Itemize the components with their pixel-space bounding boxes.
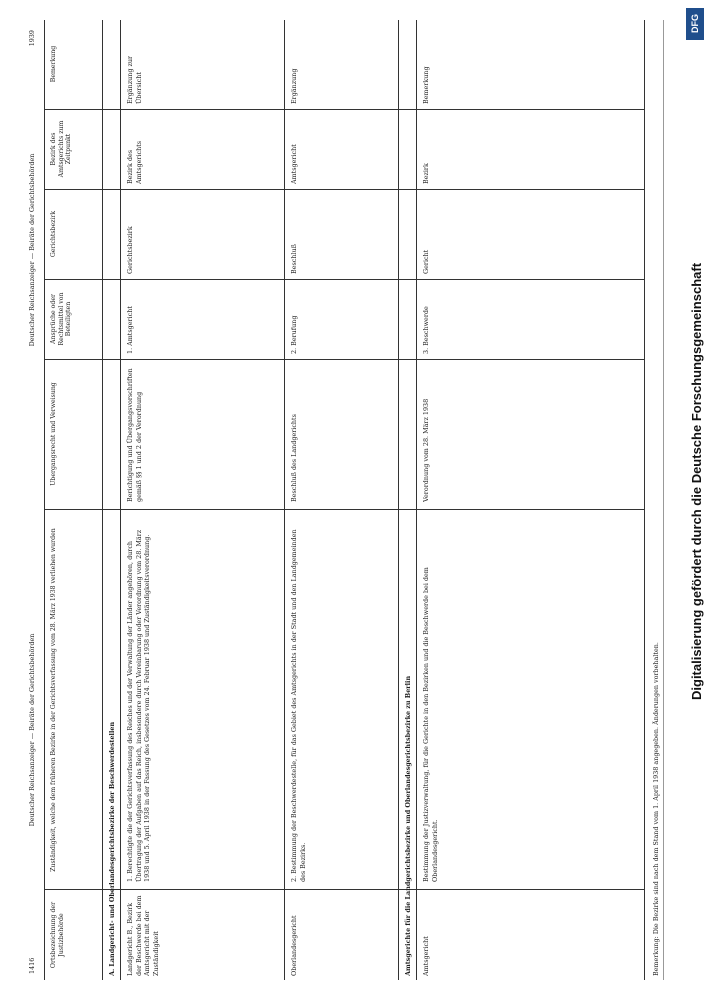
row-2-col5: Beschluß [290,244,298,274]
column-rule [44,889,644,890]
row-1-col6: Bezirk des Amtsgerichts [126,140,143,184]
header-col5: Gerichtsbezirk [50,210,57,258]
row-3-col1: Amtsgericht [422,936,430,976]
section-heading: A. Landgericht- und Oberlandesgerichtsbezirke der Beschwerdestellen [108,721,116,976]
row-1-col2: 1. Berechtigte die der Gerichtsverfassung des Reiches und der Verwaltung der Länder angehören, durch Übertragung der Aufgaben auf das Reich, insbesondere durch Vereinbarung oder Verordnung vom 28. März 1938 und 5. April 1938 in der Fassung des Gesetzes vom 24. Februar 1938 und Zuständigkeitsverordnung. [126,529,152,882]
row-2-col3: Beschluß des Landgerichts [290,414,298,502]
section-heading: Amtsgerichte für die Landgerichtsbezirke und Oberlandesgerichtsbezirke zu Berlin [404,675,412,976]
row-1-col7: Ergänzung zur Übersicht [126,56,143,104]
column-rule [44,189,644,190]
column-rule [44,109,644,110]
page-edge-line [663,20,664,980]
row-1-col1: Landgericht B., Bezirk der Beschwerde bei dem Amtsgericht mit der Zuständigkeit [126,895,160,976]
header-col3: Übergangsrecht und Verweisung [50,382,57,486]
row-1-col4: 1. Amtsgericht [126,306,134,354]
header-col2: Zuständigkeit, welche dem früheren Bezirke in der Gerichtsverfassung vom 28. März 1938 verliehen wurden [50,528,57,872]
row-rule [284,20,285,980]
column-rule [44,279,644,280]
header-col1: Ortsbezeichnung der Justizbehörde [50,901,65,969]
row-2-col4: 2. Berufung [290,315,298,354]
row-3-col5: Gericht [422,249,430,274]
row-2-col7: Ergänzung [290,68,298,104]
sidebar-strip [683,0,707,1000]
column-rule [44,509,644,510]
row-2-col6: Amtsgericht [290,144,298,184]
table-bottom-rule [644,20,645,980]
row-rule [398,20,399,980]
funding-notice: Digitalisierung gefördert durch die Deutsche Forschungsgemeinschaft [689,262,704,700]
row-3-col2: Bestimmung der Justizverwaltung, für die Gerichte in den Bezirken und die Beschwerde bei dem Oberlandesgericht. [422,567,439,882]
row-rule [120,20,121,980]
header-col7: Bemerkung [50,45,57,83]
left-running-head: Deutscher Reichsanzeiger — Beiräte der Gerichtsbehörden [28,633,36,827]
dfg-logo: DFG [686,8,704,40]
row-3-col7: Bemerkung [422,66,430,104]
row-2-col2: 2. Bestimmung der Beschwerdestelle, für das Gebiet des Amtsgerichts in der Stadt und den Landgemeinden des Bezirks. [290,529,307,882]
left-page-number: 1416 [28,957,36,974]
row-3-col4: 3. Beschwerde [422,306,430,354]
table-top-rule [44,20,45,980]
row-3-col3: Verordnung vom 28. März 1938 [422,398,430,502]
row-3-col6: Bezirk [422,163,430,184]
row-rule [416,20,417,980]
row-2-col1: Oberlandesgericht [290,915,298,976]
right-running-head: Deutscher Reichsanzeiger — Beiräte der Gerichtsbehörden [28,153,36,347]
rotated-table-page [22,20,682,980]
column-rule [44,359,644,360]
header-col6: Bezirk des Amtsgerichts zum Zeitpunkt [50,120,73,178]
header-col4: Ansprüche oder Rechtsmittel von Beteiligten [50,292,73,346]
footer-note: Bemerkung: Die Bezirke sind nach dem Stand vom 1. April 1938 angegeben. Änderungen vorbehalten. [652,642,660,976]
right-page-number: 1939 [28,30,36,47]
header-bottom-rule [102,20,103,980]
row-1-col3: Berichtigung und Übergangsvorschriften gemäß §§ 1 und 2 der Verordnung [126,368,143,502]
row-1-col5: Gerichtsbezirk [126,226,134,274]
